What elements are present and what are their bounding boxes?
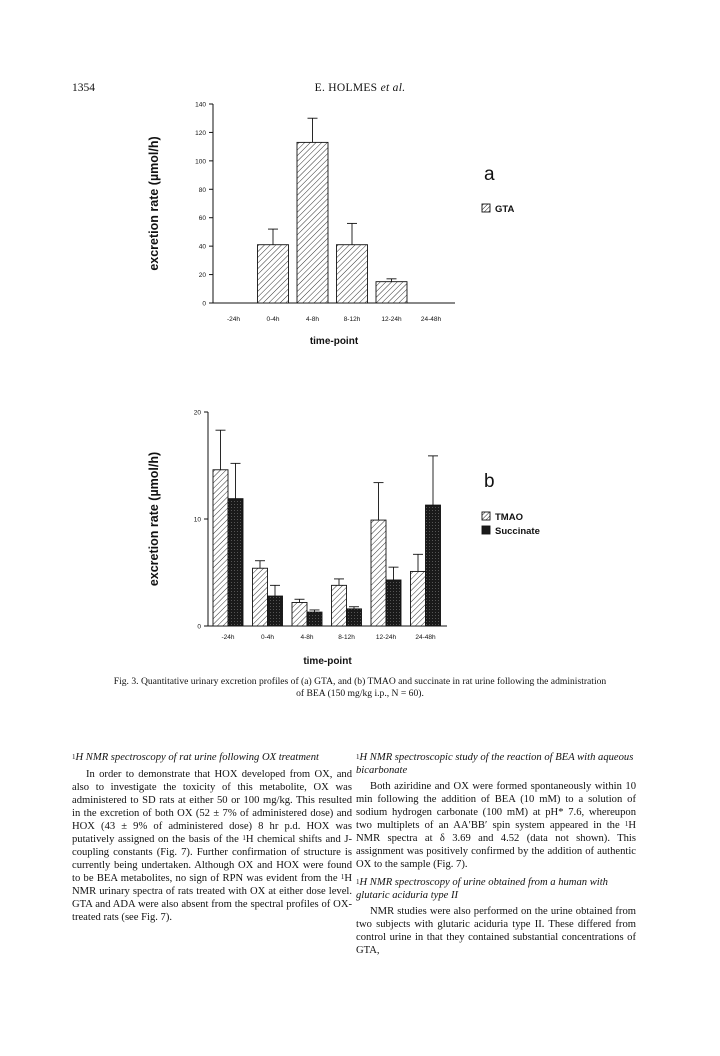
bar	[228, 499, 243, 626]
right-paragraph-2: NMR studies were also performed on the urine obtained from two subjects with glutaric aciduria type II. These differed from control urine in that they contained substantial concentrations of GTA,	[356, 906, 636, 956]
chart-a	[147, 102, 514, 348]
header-et-al: et al.	[380, 82, 406, 94]
right-heading-2	[356, 877, 636, 902]
y-tick-label: 100	[195, 158, 206, 166]
y-tick-label: 60	[198, 215, 206, 223]
legend-label: Succinate	[495, 526, 540, 537]
left-p1-b: H chemical shifts and J-coupling constants (Fig. 7). Further confirmation of structure is currently being undertaken. Although OX and HOX were found to be BEA metabolites, no sign of RPN was evident from the	[72, 833, 352, 884]
panel-letter: a	[484, 164, 495, 185]
right-heading-sup: 1	[356, 753, 360, 761]
right-p1-b: H NMR spectra at δ 3.69 and 4.52 (data not shown). This assignment was positively confirmed by the addition of authentic OX to the sample (Fig. 7).	[356, 820, 636, 870]
figure-caption	[110, 676, 610, 700]
left-p1-sup2: 1	[340, 872, 345, 881]
caption-text: Quantitative urinary excretion profiles of (a) GTA, and (b) TMAO and succinate in rat urine following the administration of BEA (150 mg/kg i.p., N = 60).	[140, 676, 607, 699]
y-tick-label: 10	[193, 516, 201, 524]
bar	[347, 609, 362, 626]
right-heading	[356, 752, 636, 777]
x-tick-label: 4-8h	[300, 634, 314, 641]
right-paragraph-1	[356, 780, 636, 871]
chart-b	[147, 410, 540, 668]
x-tick-label: -24h	[221, 634, 235, 641]
y-tick-label: 40	[198, 243, 206, 251]
bar	[332, 585, 347, 626]
y-axis-label: excretion rate (µmol/h)	[147, 136, 161, 271]
x-tick-label: 12-24h	[375, 634, 397, 641]
y-tick-label: 80	[198, 186, 206, 194]
left-column	[72, 752, 352, 924]
bar	[258, 245, 289, 303]
right-p1-a: Both aziridine and OX were formed spontaneously within 10 min following the addition of BEA (10 mM) to a solution of sodium hydrogen carbonate (100 mM) at pH* 7.6, whereupon two multiplets of an AA′BB′ spin system appeared in the	[356, 781, 636, 831]
bar	[253, 568, 268, 626]
caption-label: Fig. 3.	[113, 676, 139, 687]
x-tick-label: 24-48h	[415, 634, 436, 641]
bar	[371, 520, 386, 626]
bar	[297, 142, 328, 303]
x-axis-label: time-point	[303, 656, 352, 667]
legend-label: TMAO	[495, 512, 523, 523]
bar	[411, 571, 426, 626]
bar	[386, 580, 401, 626]
right-column	[356, 752, 636, 957]
right-heading2-text: H NMR spectroscopy of urine obtained from a human with glutaric aciduria type II	[356, 877, 608, 901]
y-tick-label: 20	[198, 272, 206, 280]
left-heading	[72, 752, 352, 765]
right-heading-text: H NMR spectroscopic study of the reaction of BEA with aqueous bicarbonate	[356, 752, 634, 776]
legend-label: GTA	[495, 204, 515, 215]
y-tick-label: 20	[193, 409, 201, 417]
left-heading-text: H NMR spectroscopy of rat urine following OX treatment	[75, 752, 319, 763]
right-p1-sup: 1	[624, 820, 629, 828]
y-tick-label: 0	[202, 300, 206, 308]
y-tick-label: 140	[195, 101, 206, 109]
right-heading2-sup: 1	[356, 878, 360, 886]
x-tick-label: -24h	[226, 316, 241, 323]
left-p1-sup: 1	[242, 833, 246, 842]
left-heading-sup: 1	[72, 753, 76, 761]
bar	[337, 245, 368, 303]
y-tick-label: 120	[195, 129, 206, 137]
x-tick-label: 0-4h	[266, 316, 280, 323]
left-p1-c: H NMR urinary spectra of rats treated with OX at either dose level. GTA and ADA were also absent from the spectral profiles of OX-treated rats (see Fig. 7).	[72, 872, 352, 923]
x-axis-label: time-point	[309, 336, 359, 347]
x-tick-label: 24-48h	[420, 316, 442, 323]
x-tick-label: 8-12h	[343, 316, 361, 323]
page-number: 1354	[72, 82, 95, 94]
x-tick-label: 12-24h	[381, 316, 402, 323]
left-p1-a: In order to demonstrate that HOX developed from OX, and also to investigate the toxicity of this metabolite, OX was administered to SD rats at either 50 or 100 mg/kg. This resulted in the excretion of both OX (52 ± 7% of administered dose) and HOX (43 ± 9% of administered dose) 8 hr p.d. HOX was putatively assigned on the basis of the	[72, 768, 352, 845]
panel-letter: b	[484, 471, 495, 492]
x-tick-label: 8-12h	[338, 634, 355, 641]
bar	[213, 470, 228, 626]
bar	[426, 505, 441, 626]
left-paragraph-1	[72, 768, 352, 924]
bar	[292, 602, 307, 626]
y-tick-label: 0	[197, 623, 201, 631]
legend-swatch	[482, 204, 490, 212]
y-axis-label: excretion rate (µmol/h)	[147, 451, 161, 587]
legend-swatch	[482, 512, 490, 520]
x-tick-label: 4-8h	[305, 316, 320, 323]
header-authors: E. HOLMES	[314, 82, 378, 94]
x-tick-label: 0-4h	[260, 634, 275, 641]
bar	[268, 596, 283, 626]
bar	[307, 612, 322, 626]
bar	[376, 282, 407, 303]
legend-swatch	[482, 526, 490, 534]
